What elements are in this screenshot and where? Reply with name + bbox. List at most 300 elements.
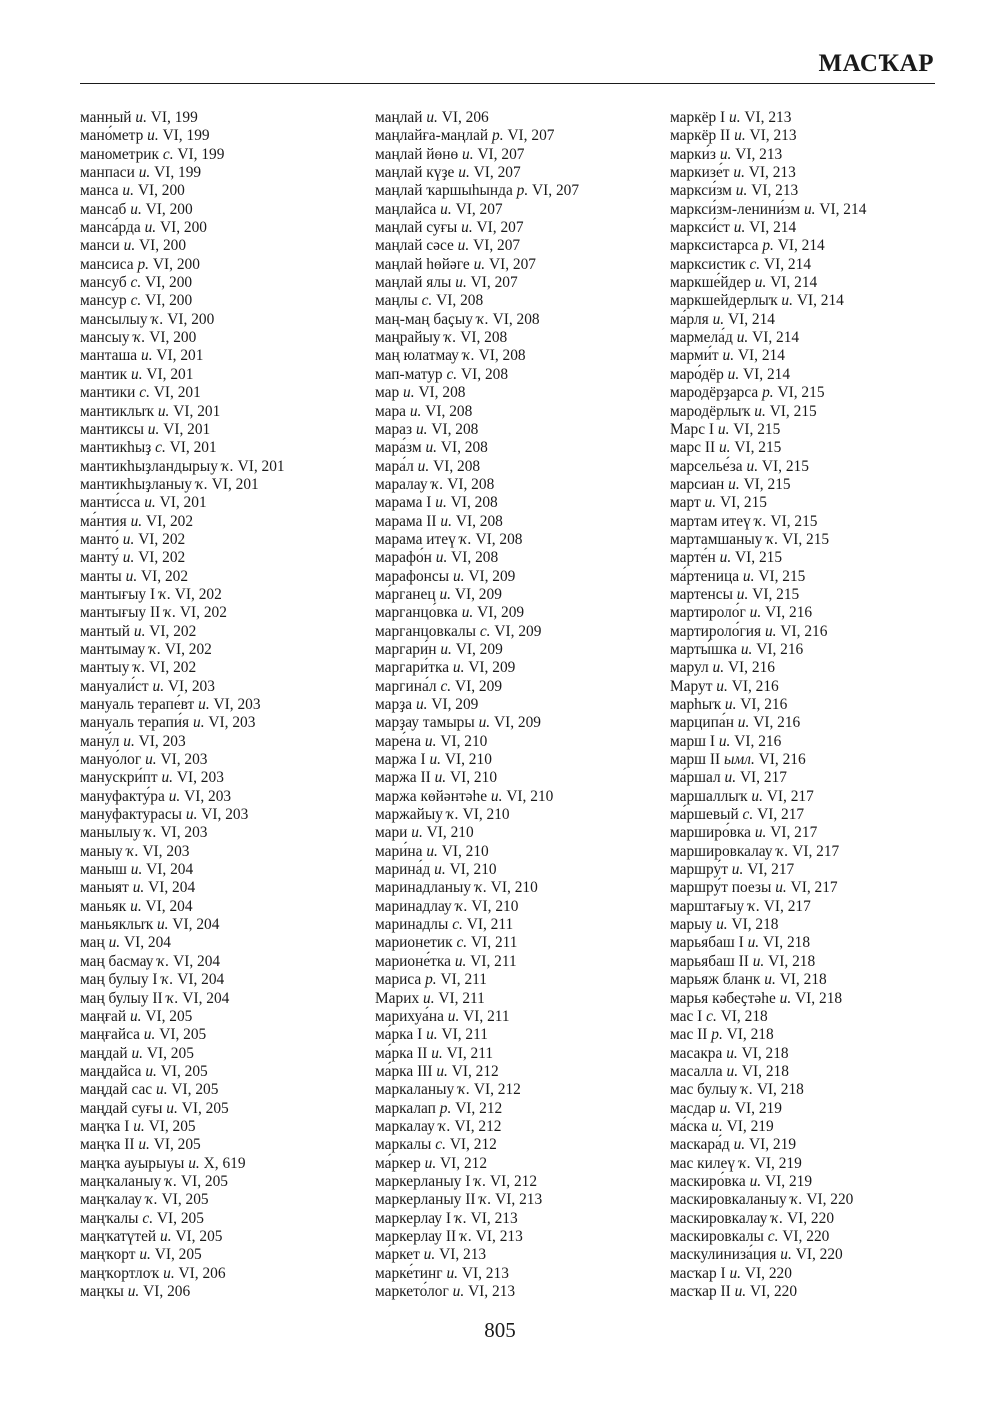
index-entry (80, 439, 285, 457)
entry-headword: маро́дёр (670, 365, 724, 383)
entry-abbr: и. (455, 274, 467, 292)
entry-abbr: и. (122, 549, 135, 567)
index-entry (80, 458, 285, 476)
entry-reference: VI, 210 (426, 824, 474, 842)
entry-headword: маңлай йөнө (375, 145, 459, 163)
entry-headword: марама I (375, 494, 432, 512)
entry-reference: VI, 208 (447, 475, 495, 493)
entry-headword: мартенсы (670, 585, 733, 603)
index-entry (670, 641, 866, 659)
entry-headword: марш II (670, 751, 721, 769)
entry-reference: VI, 213 (439, 1246, 487, 1264)
entry-reference: VI, 216 (765, 604, 813, 622)
entry-headword: маскулиниза́ция (670, 1246, 777, 1264)
index-entry (80, 182, 285, 200)
entry-abbr: ҡ. (747, 897, 760, 915)
entry-abbr: и. (415, 420, 428, 438)
entry-abbr: и. (138, 1136, 150, 1154)
index-entry (375, 403, 579, 421)
entry-abbr: и. (440, 512, 452, 530)
entry-abbr: и. (409, 402, 422, 420)
index-entry (80, 568, 285, 586)
entry-reference: VI, 208 (418, 384, 466, 402)
entry-reference: VI, 203 (184, 787, 232, 805)
index-entry (670, 990, 866, 1008)
entry-reference: VI, 203 (208, 714, 256, 732)
entry-reference: VI, 205 (159, 1026, 207, 1044)
entry-headword: мартам итеү (670, 512, 751, 530)
entry-abbr: ҡ. (474, 879, 487, 897)
entry-reference: VI, 213 (475, 1227, 523, 1245)
entry-abbr: и. (138, 164, 151, 182)
entry-reference: VI, 199 (162, 127, 210, 145)
entry-reference: VI, 203 (160, 751, 208, 769)
index-entry (375, 678, 579, 696)
entry-headword: маңлай күҙе (375, 164, 455, 182)
entry-reference: VI, 214 (777, 237, 825, 255)
index-entry (670, 256, 866, 274)
entry-abbr: и. (734, 1283, 747, 1300)
index-entry (375, 916, 579, 934)
index-entry (80, 421, 285, 439)
entry-reference: VI, 218 (795, 989, 843, 1007)
entry-abbr: и. (742, 567, 755, 585)
index-entry (375, 1081, 579, 1099)
index-entry (80, 237, 285, 255)
entry-headword: манылыу (80, 824, 141, 842)
entry-headword: ма́ршевый (670, 806, 739, 824)
entry-reference: VI, 201 (237, 457, 285, 475)
entry-abbr: и. (434, 861, 446, 879)
entry-headword: маржа I (375, 751, 426, 769)
index-entry (80, 146, 285, 164)
entry-abbr: и. (452, 567, 465, 585)
index-entry (670, 568, 866, 586)
entry-headword: масалла (670, 1062, 723, 1080)
entry-headword: марты́шка (670, 640, 737, 658)
entry-headword: марафо́н (375, 549, 432, 567)
entry-abbr: и. (452, 659, 465, 677)
index-entry (375, 898, 579, 916)
index-entry (80, 1155, 285, 1173)
entry-reference: VI, 214 (764, 255, 812, 273)
index-entry (670, 1008, 866, 1026)
entry-headword: маркаланыу (375, 1081, 455, 1099)
entry-abbr: и. (447, 1007, 460, 1025)
entry-abbr: и. (163, 1264, 175, 1282)
entry-reference: VI, 211 (440, 971, 487, 989)
entry-abbr: ҡ. (158, 585, 171, 603)
entry-abbr: и. (156, 1081, 168, 1099)
index-entry (670, 714, 866, 732)
entry-reference: VI, 205 (160, 1062, 208, 1080)
index-entry (375, 824, 579, 842)
index-entry (375, 1136, 579, 1154)
entry-headword: маңҡаланыу (80, 1172, 162, 1190)
index-entry (375, 219, 579, 237)
index-entry (80, 1283, 285, 1301)
entry-abbr: и. (457, 237, 470, 255)
entry-abbr: и. (426, 109, 438, 126)
entry-reference: VI, 205 (180, 1172, 228, 1190)
entry-abbr: и. (429, 751, 442, 769)
entry-abbr: и. (133, 622, 146, 640)
entry-headword: ма́рка II (375, 1044, 428, 1062)
entry-headword: маңҡа ауырыуы (80, 1154, 185, 1172)
entry-headword: мара́зм (375, 439, 422, 457)
entry-reference: VI, 213 (749, 127, 797, 145)
entry-headword: маскировкаланыу (670, 1191, 787, 1209)
index-entry (80, 292, 285, 310)
entry-reference: VI, 208 (461, 365, 509, 383)
index-entry (375, 366, 579, 384)
entry-reference: VI, 218 (779, 971, 827, 989)
entry-reference: VI, 214 (727, 310, 776, 328)
entry-reference: VI, 216 (780, 622, 828, 640)
entry-abbr: ҡ. (474, 1172, 487, 1190)
entry-abbr: с. (742, 806, 754, 824)
entry-headword: маркалы (375, 1136, 432, 1154)
entry-abbr: и. (733, 219, 746, 237)
index-entry (670, 1026, 866, 1044)
index-entry (375, 549, 579, 567)
entry-headword: мансыу (80, 329, 130, 347)
entry-abbr: ҡ. (458, 1081, 470, 1099)
entry-reference: VI, 201 (163, 420, 211, 438)
entry-reference: VI, 205 (154, 1246, 202, 1264)
entry-headword: маскара́д (670, 1136, 730, 1154)
entry-reference: VI, 201 (153, 384, 201, 402)
index-entry (80, 1118, 285, 1136)
entry-abbr: и. (781, 292, 793, 310)
entry-headword: маң булыу II (80, 989, 163, 1007)
entry-abbr: ҡ. (446, 806, 459, 824)
index-entry (670, 916, 866, 934)
entry-reference: VI, 217 (792, 842, 840, 860)
entry-abbr: и. (130, 861, 143, 879)
entry-reference: VI, 218 (768, 952, 816, 970)
index-entry (670, 861, 866, 879)
entry-reference: VI, 213 (468, 1283, 516, 1300)
index-entry (670, 769, 866, 787)
entry-headword: маңдайса (80, 1062, 142, 1080)
entry-abbr: и. (426, 1026, 438, 1044)
entry-reference: VI, 215 (769, 402, 817, 420)
entry-reference: VI, 207 (476, 219, 524, 237)
entry-reference: VI, 209 (477, 604, 525, 622)
entry-abbr: ҡ. (766, 530, 779, 548)
index-entry (80, 1100, 285, 1118)
entry-abbr: с. (452, 916, 463, 934)
entry-headword: манускри́пт (80, 769, 158, 787)
index-entry (375, 696, 579, 714)
entry-abbr: и. (132, 879, 145, 897)
index-entry (670, 274, 866, 292)
entry-reference: VI, 211 (441, 1026, 488, 1044)
entry-headword: мантик (80, 365, 128, 383)
entry-abbr: и. (168, 787, 181, 805)
index-entry (670, 127, 866, 145)
entry-abbr: с. (162, 145, 174, 163)
entry-reference: VI, 214 (749, 219, 797, 237)
index-column-1 (80, 109, 285, 1301)
entry-reference: VI, 209 (431, 696, 479, 713)
entry-reference: VI, 208 (431, 420, 479, 438)
index-entry (375, 421, 579, 439)
entry-headword: марҙа (375, 696, 413, 713)
entry-reference: VI, 211 (463, 1007, 510, 1025)
entry-reference: VI, 214 (743, 365, 791, 383)
index-entry (80, 861, 285, 879)
index-entry (375, 164, 579, 182)
index-entry (375, 513, 579, 531)
entry-abbr: и. (436, 1062, 448, 1080)
entry-abbr: и. (131, 365, 143, 383)
entry-headword: мап-матур (375, 365, 443, 383)
entry-abbr: и. (135, 109, 147, 126)
entry-reference: VI, 214 (796, 292, 844, 310)
entry-reference: VI, 210 (450, 769, 498, 787)
index-entry (375, 806, 579, 824)
entry-headword: маржа II (375, 769, 431, 787)
index-entry (375, 1265, 579, 1283)
index-entry (670, 329, 866, 347)
entry-reference: VI, 215 (777, 384, 825, 402)
entry-reference: VI, 201 (156, 347, 204, 365)
entry-reference: VI, 205 (153, 1136, 201, 1154)
entry-reference: VI, 208 (450, 494, 498, 512)
entry-reference: VI, 216 (731, 677, 779, 695)
entry-headword: маңҡалы (80, 1209, 139, 1227)
entry-abbr: и. (780, 1246, 792, 1264)
index-entry (375, 237, 579, 255)
entry-headword: марксистарса (670, 237, 759, 255)
entry-headword: мас булыу (670, 1081, 738, 1099)
entry-abbr: и. (403, 384, 415, 402)
entry-reference: VI, 205 (161, 1191, 209, 1209)
entry-headword: Марс I (670, 420, 715, 438)
index-entry (375, 843, 579, 861)
entry-abbr: и. (160, 1227, 172, 1245)
index-entry (375, 751, 579, 769)
index-entry (375, 127, 579, 145)
index-entry (670, 549, 866, 567)
entry-headword: манто́ (80, 530, 119, 548)
entry-headword: марселье́за (670, 457, 743, 475)
entry-abbr: и. (754, 402, 766, 420)
entry-headword: марья кәбеҫтәһе (670, 989, 776, 1007)
entry-abbr: и. (123, 732, 135, 750)
index-entry (670, 109, 866, 127)
entry-headword: маңлай һөйәге (375, 255, 470, 273)
entry-headword: манты (80, 567, 122, 585)
entry-abbr: ҡ. (790, 1191, 803, 1209)
index-entry (80, 531, 285, 549)
entry-abbr: ҡ. (164, 604, 177, 622)
index-entry (80, 403, 285, 421)
entry-reference: VI, 203 (160, 824, 208, 842)
index-entry (670, 1283, 866, 1301)
entry-reference: VI, 216 (756, 640, 804, 658)
index-entry (375, 604, 579, 622)
entry-abbr: и. (130, 897, 142, 915)
entry-reference: VI, 210 (471, 897, 519, 915)
index-entry (375, 861, 579, 879)
index-entry (670, 788, 866, 806)
index-entry (375, 1173, 579, 1191)
entry-abbr: и. (145, 1062, 157, 1080)
entry-reference: VI, 217 (766, 787, 814, 805)
index-entry (670, 458, 866, 476)
index-entry (80, 1045, 285, 1063)
entry-headword: маң басмау (80, 952, 154, 970)
index-entry (375, 458, 579, 476)
entry-abbr: ҡ. (476, 310, 489, 328)
entry-abbr: и. (439, 585, 452, 603)
index-entry (670, 696, 866, 714)
index-entry (670, 1045, 866, 1063)
entry-headword: маң юлатмау (375, 347, 459, 365)
entry-abbr: и. (746, 457, 759, 475)
entry-reference: VI, 210 (440, 732, 488, 750)
entry-reference: VI, 213 (748, 164, 796, 182)
entry-headword: маркёр II (670, 127, 731, 145)
entry-reference: VI, 201 (169, 439, 217, 457)
entry-abbr: ҡ. (459, 530, 472, 548)
entry-headword: марсиан (670, 475, 725, 493)
entry-headword: мантығыу I (80, 585, 156, 603)
entry-abbr: и. (733, 164, 745, 182)
entry-reference: VI, 200 (145, 200, 193, 218)
entry-reference: VI, 200 (159, 219, 208, 237)
entry-headword: мас II (670, 1026, 708, 1044)
entry-abbr: и. (754, 274, 767, 292)
entry-reference: VI, 216 (727, 659, 775, 677)
entry-abbr: с. (706, 1007, 717, 1025)
index-entry (375, 934, 579, 952)
index-column-3 (670, 109, 866, 1301)
entry-reference: VI, 201 (173, 402, 221, 420)
index-entry (375, 1026, 579, 1044)
entry-abbr: и. (722, 347, 735, 365)
index-entry (80, 1191, 285, 1209)
entry-reference: VI, 205 (148, 1117, 196, 1135)
entry-abbr: и. (704, 494, 717, 512)
entry-headword: маркерлау II (375, 1227, 457, 1245)
index-entry (670, 201, 866, 219)
entry-headword: маңҡа II (80, 1136, 135, 1154)
index-entry (80, 127, 285, 145)
entry-reference: X, 619 (203, 1154, 246, 1172)
entry-headword: манташа (80, 347, 138, 365)
entry-reference: VI, 207 (477, 145, 525, 163)
index-entry (670, 421, 866, 439)
entry-headword: марьябаш II (670, 952, 749, 970)
index-entry (80, 513, 285, 531)
entry-reference: VI, 202 (174, 585, 222, 603)
entry-reference: VI, 214 (819, 200, 867, 218)
index-entry (375, 1191, 579, 1209)
entry-reference: VI, 212 (449, 1136, 497, 1154)
index-entry (80, 274, 285, 292)
index-entry (80, 843, 285, 861)
entry-headword: маринадланыу (375, 879, 472, 897)
entry-abbr: и. (446, 1264, 459, 1282)
index-entry (80, 641, 285, 659)
entry-reference: VI, 209 (494, 622, 542, 640)
entry-reference: VI, 215 (752, 585, 800, 603)
entry-reference: VI, 205 (156, 1209, 204, 1227)
entry-headword: марихуа́на (375, 1007, 444, 1025)
entry-headword: мартироло́г (670, 604, 746, 622)
entry-reference: VI, 205 (181, 1099, 229, 1117)
entry-reference: VI, 212 (473, 1081, 521, 1099)
entry-abbr: и. (166, 1099, 178, 1117)
entry-reference: VI, 204 (145, 897, 193, 915)
entry-headword: мантики (80, 384, 136, 402)
index-entry (670, 623, 866, 641)
entry-reference: VI, 219 (734, 1099, 782, 1117)
entry-abbr: и. (803, 200, 816, 218)
index-entry (375, 494, 579, 512)
entry-reference: VI, 220 (806, 1191, 854, 1209)
index-entry (375, 274, 579, 292)
entry-headword: маркалап (375, 1099, 436, 1117)
entry-headword: масдар (670, 1099, 716, 1117)
entry-reference: VI, 207 (532, 182, 580, 200)
index-entry (670, 953, 866, 971)
index-entry (375, 623, 579, 641)
entry-headword: марама II (375, 512, 437, 530)
entry-headword: марганцовкалы (375, 622, 476, 640)
index-entry (670, 237, 866, 255)
entry-abbr: ҡ. (444, 329, 457, 347)
entry-headword: мантығыу II (80, 604, 161, 622)
entry-reference: VI, 208 (433, 457, 481, 475)
entry-reference: VI, 201 (146, 365, 194, 383)
index-entry (80, 109, 285, 127)
entry-headword: марс II (670, 439, 716, 457)
entry-reference: VI, 217 (739, 769, 787, 787)
entry-abbr: ҡ. (462, 347, 475, 365)
entry-headword: маркше́йдер (670, 274, 751, 292)
entry-headword: маркерланыу I (375, 1172, 471, 1190)
entry-reference: VI, 201 (159, 494, 207, 512)
index-entry (670, 164, 866, 182)
index-entry (80, 714, 285, 732)
index-entry (80, 623, 285, 641)
entry-abbr: и. (130, 200, 142, 218)
entry-reference: VI, 215 (761, 457, 809, 475)
entry-abbr: ҡ. (776, 842, 789, 860)
entry-abbr: и. (434, 769, 447, 787)
entry-headword: мас килеү (670, 1154, 736, 1172)
entry-abbr: и. (733, 1136, 746, 1154)
entry-reference: VI, 211 (466, 916, 514, 934)
entry-reference: VI, 214 (770, 274, 818, 292)
entry-abbr: р. (425, 971, 437, 989)
entry-headword: мантикһыҙландырыу (80, 457, 218, 475)
entry-headword: марионетик (375, 934, 453, 952)
entry-headword: мантикһыҙ (80, 439, 152, 457)
index-entry (80, 604, 285, 622)
entry-headword: марганцо́вка (375, 604, 458, 622)
entry-headword: маңҡатүтей (80, 1227, 157, 1245)
entry-reference: VI, 209 (468, 659, 516, 677)
entry-reference: VI, 207 (455, 200, 503, 218)
entry-abbr: и. (719, 549, 732, 567)
entry-headword: маңҡа I (80, 1117, 130, 1135)
